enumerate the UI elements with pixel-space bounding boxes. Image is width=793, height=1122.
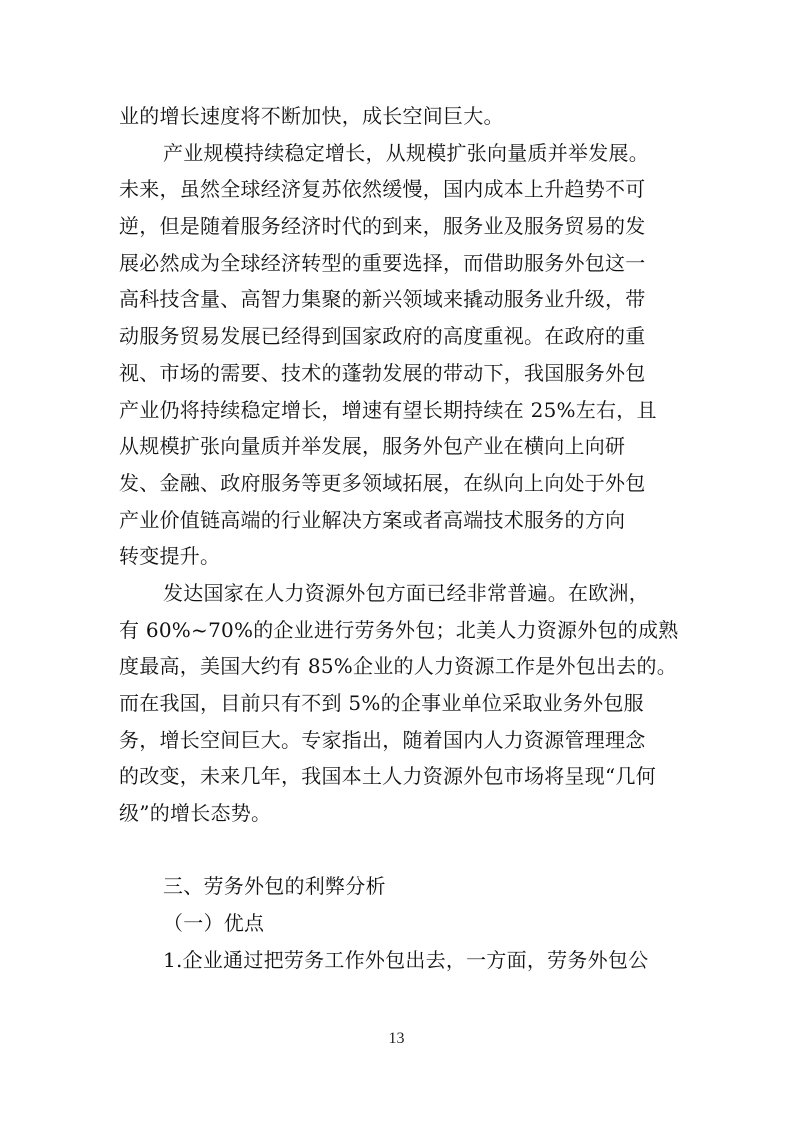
text-line: 产业仍将持续稳定增长，增速有望长期持续在 25%左右，且 xyxy=(119,397,657,422)
text-line: 有 60%~70%的企业进行劳务外包；北美人力资源外包的成熟 xyxy=(119,617,679,642)
text-line: 的改变，未来几年，我国本土人力资源外包市场将呈现“几何 xyxy=(119,764,656,789)
text-line: 未来，虽然全球经济复苏依然缓慢，国内成本上升趋势不可 xyxy=(119,177,646,202)
text-line: 产业规模持续稳定增长，从规模扩张向量质并举发展。 xyxy=(163,140,649,165)
text-line: 产业价值链高端的行业解决方案或者高端技术服务的方向 xyxy=(119,507,626,532)
text-line: 动服务贸易发展已经得到国家政府的高度重视。在政府的重 xyxy=(119,324,646,349)
paragraph-gap xyxy=(119,832,679,869)
list-item-line: 1.企业通过把劳务工作外包出去，一方面，劳务外包公 xyxy=(163,947,649,972)
text-line: 发、金融、政府服务等更多领域拓展，在纵向上向处于外包 xyxy=(119,470,646,495)
text-line: 视、市场的需要、技术的蓬勃发展的带动下，我国服务外包 xyxy=(119,360,646,385)
text-line: 逆，但是随着服务经济时代的到来，服务业及服务贸易的发 xyxy=(119,214,646,239)
text-line: 务，增长空间巨大。专家指出，随着国内人力资源管理理念 xyxy=(119,727,646,752)
text-line: 发达国家在人力资源外包方面已经非常普遍。在欧洲， xyxy=(163,580,649,605)
section-heading: 三、劳务外包的利弊分析 xyxy=(163,874,386,899)
text-line: 而在我国，目前只有不到 5%的企事业单位采取业务外包服 xyxy=(119,691,644,715)
text-line: 展必然成为全球经济转型的重要选择，而借助服务外包这一 xyxy=(119,250,646,275)
body-text xyxy=(119,98,679,979)
text-line: 高科技含量、高智力集聚的新兴领域来撬动服务业升级，带 xyxy=(119,287,646,312)
text-line: 级”的增长态势。 xyxy=(119,801,272,826)
text-line: 业的增长速度将不断加快，成长空间巨大。 xyxy=(119,104,504,128)
text-line: 从规模扩张向量质并举发展，服务外包产业在横向上向研 xyxy=(119,434,626,459)
page-number: 13 xyxy=(388,1030,405,1047)
text-line: 转变提升。 xyxy=(119,544,221,569)
subsection-heading: （一）优点 xyxy=(163,911,265,936)
text-line: 度最高，美国大约有 85%企业的人力资源工作是外包出去的。 xyxy=(119,654,678,679)
